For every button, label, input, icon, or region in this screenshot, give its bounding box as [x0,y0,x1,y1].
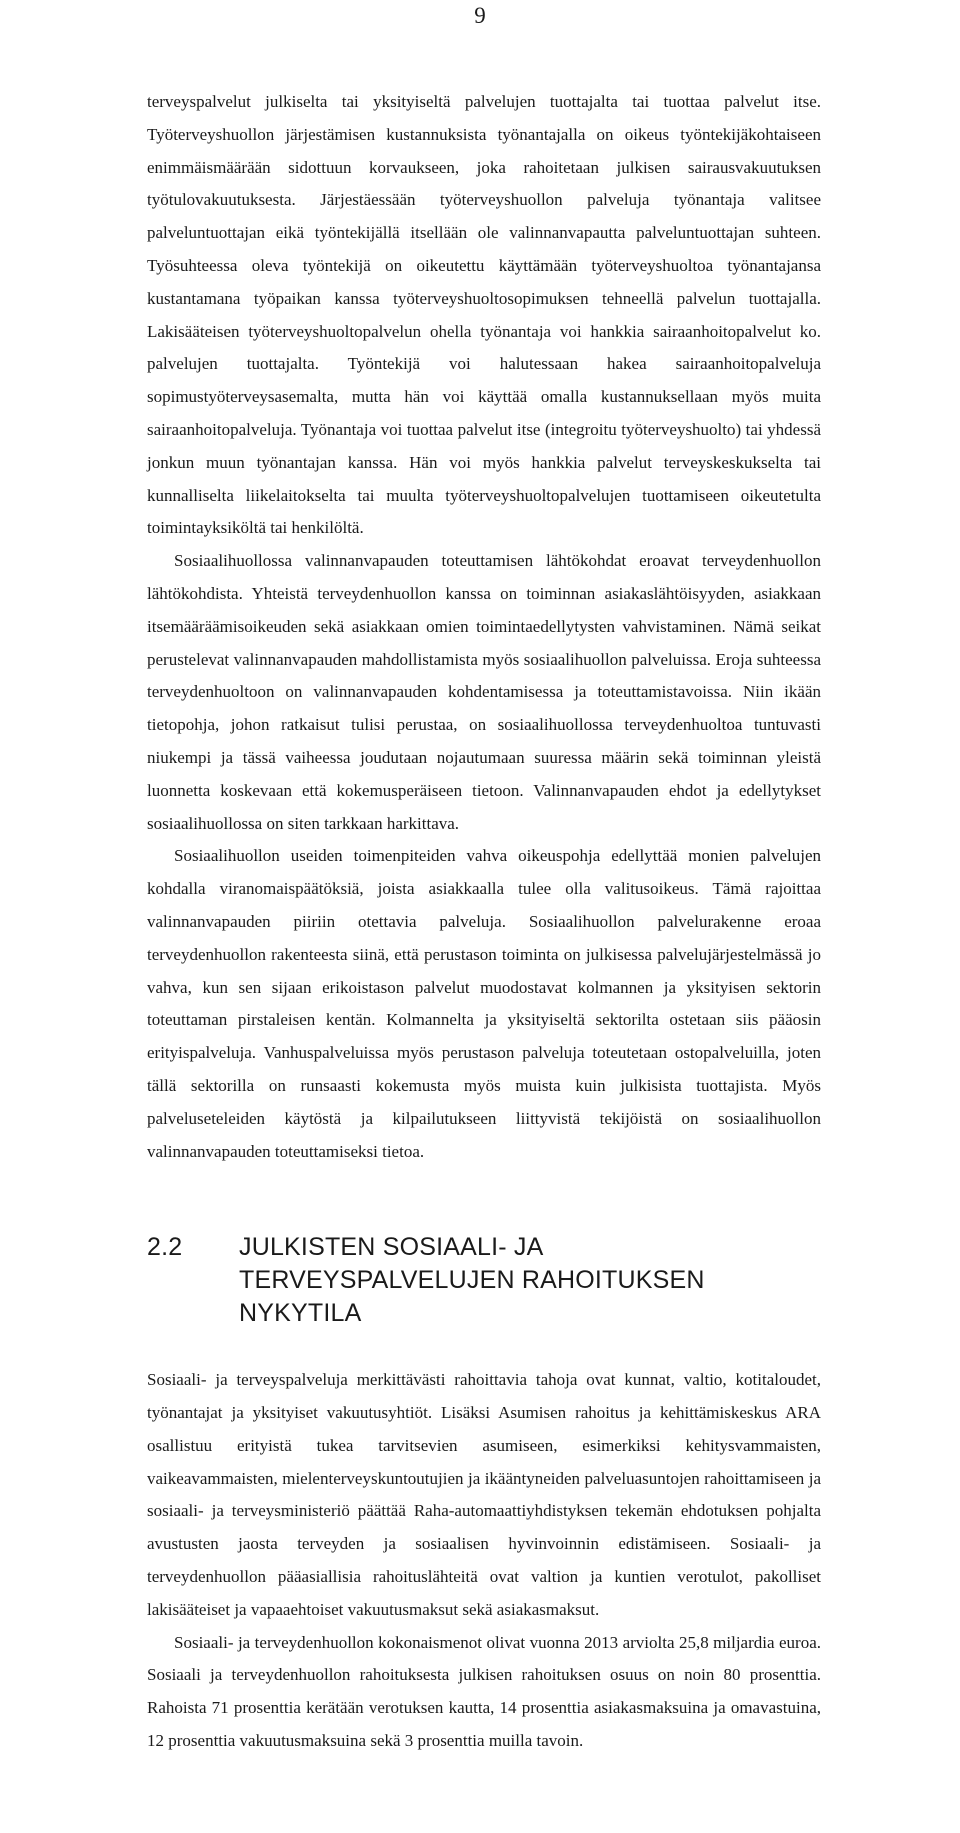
page-number: 9 [474,3,486,28]
section-title: JULKISTEN SOSIAALI- JA TERVEYSPALVELUJEN RAHOITUKSEN NYKYTILA [239,1233,705,1328]
paragraph: terveyspalvelut julkiselta tai yksityiseltä palvelujen tuottajalta tai tuottaa palvelut itse. Työterveyshuollon järjestämisen kustannuksista työnantajalla on oikeus työntekijäkohtaiseen enimmäismäärään sidottuun korvaukseen, joka rahoitetaan julkisen sairausvakuutuksen työtulovakuutuksesta. Järjestäessään työterveyshuollon palveluja työnantaja valitsee palveluntuottajan eikä työntekijällä itsellään ole valinnanvapautta palveluntuottajan suhteen. Työsuhteessa oleva työntekijä on oikeutettu käyttämään työterveyshuoltoa työnantajansa kustantamana työpaikan kanssa työterveyshuoltosopimuksen tehneellä palvelun tuottajalla. Lakisääteisen työterveyshuoltopalvelun ohella työnantaja voi hankkia sairaanhoitopalvelut ko. palvelujen tuottajalta. Työntekijä voi halutessaan hakea sairaanhoitopalveluja sopimustyöterveysasemalta, mutta hän voi käyttää omalla kustannuksellaan myös muita sairaanhoitopalveluja. Työnantaja voi tuottaa palvelut itse (integroitu työterveyshuolto) tai yhdessä jonkun muun työnantajan kanssa. Hän voi myös hankkia palvelut terveyskeskukselta tai kunnalliselta liikelaitokselta tai muulta työterveyshuoltopalvelujen tuottamiseen oikeutetulta toimintayksiköltä tai henkilöltä. [147,92,821,538]
paragraph: Sosiaalihuollossa valinnanvapauden toteuttamisen lähtökohdat eroavat terveydenhuollon lähtökohdista. Yhteistä terveydenhuollon kanssa on toiminnan asiakaslähtöisyyden, asiakkaan itsemääräämisoikeuden sekä asiakkaan omien toimintaedellytysten vahvistaminen. Nämä seikat perustelevat valinnanvapauden mahdollistamista myös sosiaalihuollon palveluissa. Eroja suhteessa terveydenhuoltoon on valinnanvapauden kohdentamisessa ja toteuttamistavoissa. Niin ikään tietopohja, johon ratkaisut tulisi perustaa, on sosiaalihuollossa terveydenhuoltoa tuntuvasti niukempi ja tässä vaiheessa joudutaan nojautumaan suuressa määrin sekä toiminnan yleistä luonnetta koskevaan että kokemusperäiseen tietoon. Valinnanvapauden ehdot ja edellytykset sosiaalihuollossa on siten tarkkaan harkittava. [147,551,821,833]
paragraph: Sosiaali- ja terveyspalveluja merkittävästi rahoittavia tahoja ovat kunnat, valtio, kotitaloudet, työnantajat ja yksityiset vakuutusyhtiöt. Lisäksi Asumisen rahoitus ja kehittämiskeskus ARA osallistuu erityistä tukea tarvitsevien asumiseen, esimerkiksi kehitysvammaisten, vaikeavammaisten, mielenterveyskuntoutujien ja ikääntyneiden palveluasuntojen rahoittamiseen ja sosiaali- ja terveysministeriö päättää Raha-automaattiyhdistyksen tekemän ehdotuksen pohjalta avustusten jaosta terveyden ja sosiaalisen hyvinvoinnin edistämiseen. Sosiaali- ja terveydenhuollon pääasiallisia rahoituslähteitä ovat valtion ja kuntien verotulot, pakolliset lakisääteiset ja vapaaehtoiset vakuutusmaksut sekä asiakasmaksut. [147,1370,821,1619]
section-number: 2.2 [147,1233,183,1262]
paragraph: Sosiaali- ja terveydenhuollon kokonaismenot olivat vuonna 2013 arviolta 25,8 miljardia euroa. Sosiaali ja terveydenhuollon rahoituksesta julkisen rahoituksen osuus on noin 80 prosenttia. Rahoista 71 prosenttia kerätään verotuksen kautta, 14 prosenttia asiakasmaksuina ja omavastuina, 12 prosenttia vakuutusmaksuina sekä 3 prosenttia muilla tavoin. [147,1632,821,1751]
paragraph: Sosiaalihuollon useiden toimenpiteiden vahva oikeuspohja edellyttää monien palvelujen kohdalla viranomaispäätöksiä, joista asiakkaalla tulee olla valitusoikeus. Tämä rajoittaa valinnanvapauden piiriin otettavia palveluja. Sosiaalihuollon palvelurakenne eroaa terveydenhuollon rakenteesta siinä, että perustason toiminta on julkisessa palvelujärjestelmässä jo vahva, kun sen sijaan erikoistason palvelut muodostavat kolmannen ja yksityisen sektorin toteuttaman pirstaleisen kentän. Kolmannelta ja yksityiseltä sektorilta ostetaan siis pääosin erityispalveluja. Vanhuspalveluissa myös perustason palveluja toteutetaan ostopalveluilla, joten tällä sektorilla on runsaasti kokemusta myös muista kuin julkisista tuottajista. Myös palveluseteleiden käytöstä ja kilpailutukseen liittyvistä tekijöistä on sosiaalihuollon valinnanvapauden toteuttamiseksi tietoa. [147,846,821,1161]
section-heading [147,1231,821,1330]
document-body [147,86,821,1758]
